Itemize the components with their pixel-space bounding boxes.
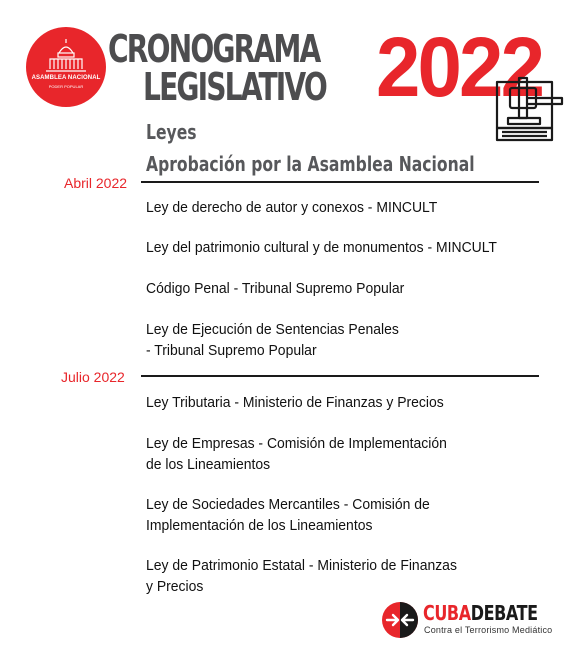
law-line: Ley de Sociedades Mercantiles - Comisión de <box>146 496 430 513</box>
law-item-patrimonio-cultural <box>146 237 497 258</box>
law-line: Código Penal - Tribunal Supremo Popular <box>146 280 405 297</box>
capitol-icon <box>26 27 106 107</box>
law-line: Ley de derecho de autor y conexos - MINCULT <box>146 199 438 216</box>
law-line: - Tribunal Supremo Popular <box>146 342 317 359</box>
brand-part-cuba: CUBA <box>423 601 471 625</box>
asamblea-nacional-seal <box>26 27 106 107</box>
law-item-derecho-autor <box>146 197 437 218</box>
title-line-1: CRONOGRAMA <box>108 27 320 71</box>
law-line: Implementación de los Lineamientos <box>146 517 373 534</box>
brand-part-debate: DEBATE <box>470 601 538 625</box>
month-label-july: Julio 2022 <box>61 369 125 385</box>
law-line: Ley de Patrimonio Estatal - Ministerio de Finanzas <box>146 557 457 574</box>
law-line: Ley Tributaria - Ministerio de Finanzas y Precios <box>146 394 444 411</box>
section-title: Leyes <box>146 120 197 144</box>
title-year: 2022 <box>376 20 543 114</box>
law-line: Ley del patrimonio cultural y de monumentos - MINCULT <box>146 239 497 256</box>
cubadebate-tagline: Contra el Terrorismo Mediático <box>424 625 553 635</box>
law-line: Ley de Ejecución de Sentencias Penales <box>146 321 399 338</box>
law-line: de los Lineamientos <box>146 456 271 473</box>
cubadebate-logo-icon <box>380 600 420 640</box>
law-item-ejecucion-sentencias <box>146 319 399 361</box>
divider-april <box>141 181 539 183</box>
seal-name: ASAMBLEA NACIONAL <box>31 75 101 81</box>
law-line: y Precios <box>146 578 204 595</box>
law-item-sociedades-mercantiles <box>146 494 430 536</box>
law-line: Ley de Empresas - Comisión de Implementación <box>146 435 447 452</box>
title-line-2: LEGISLATIVO <box>143 65 326 109</box>
month-label-april: Abril 2022 <box>64 175 128 191</box>
gavel-book-icon <box>494 72 566 146</box>
divider-july <box>141 375 539 377</box>
law-item-patrimonio-estatal <box>146 555 457 597</box>
seal-subtitle: PODER POPULAR <box>48 84 84 89</box>
cubadebate-wordmark <box>423 602 538 624</box>
law-item-codigo-penal <box>146 278 404 299</box>
law-item-tributaria <box>146 392 444 413</box>
law-item-empresas <box>146 433 447 475</box>
section-subtitle: Aprobación por la Asamblea Nacional <box>146 152 475 176</box>
